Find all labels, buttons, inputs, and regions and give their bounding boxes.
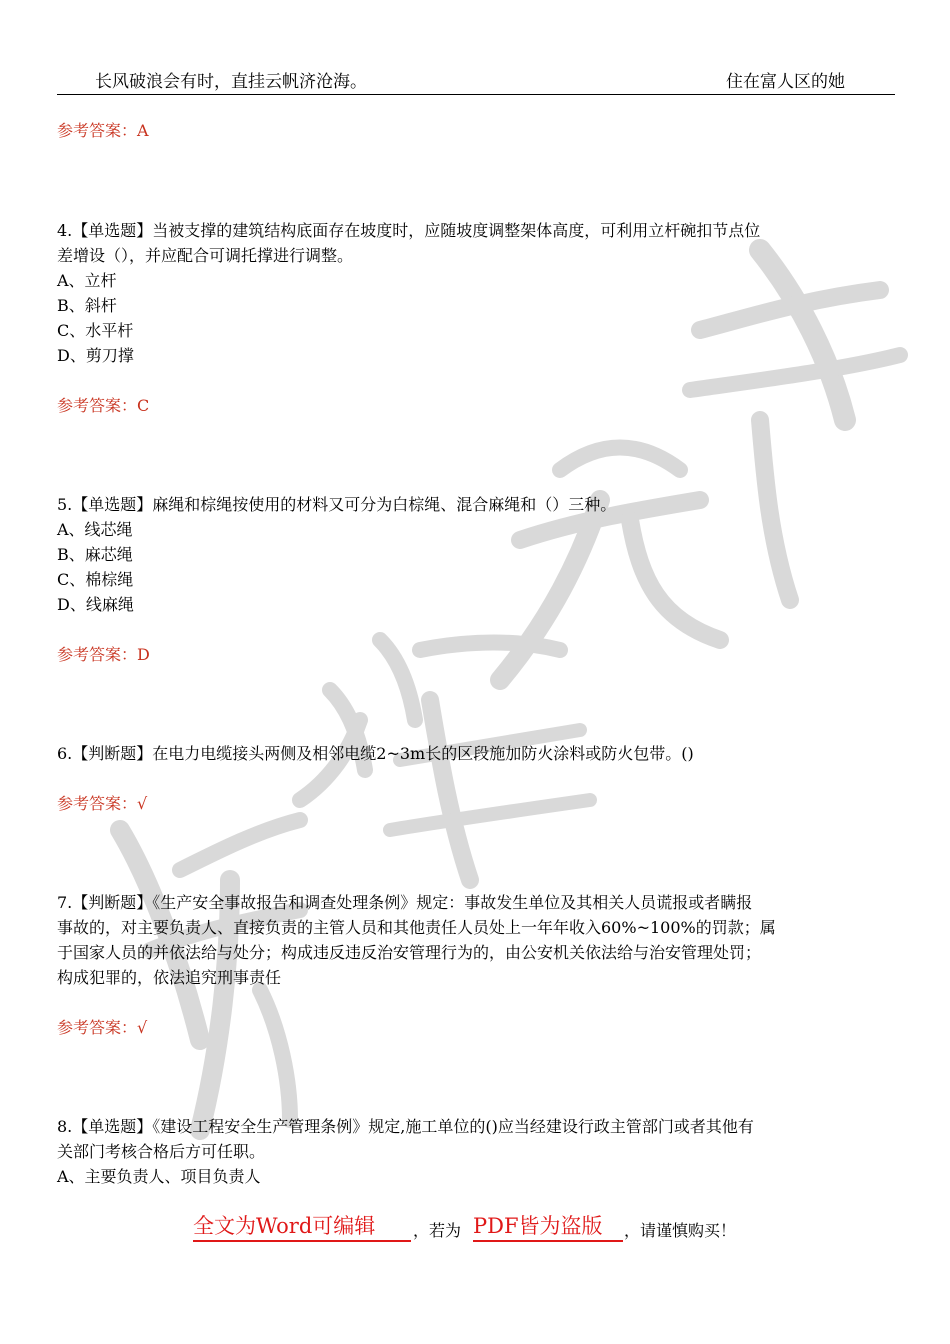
answer-q5 bbox=[57, 642, 897, 667]
question-text: 事故的，对主要负责人、直接负责的主管人员和其他责任人员处上一年年收入60%~100%的罚款；属 bbox=[57, 918, 776, 937]
answer-q3 bbox=[57, 118, 897, 143]
question-text: 构成犯罪的，依法追究刑事责任 bbox=[57, 968, 282, 987]
answer-q6 bbox=[57, 791, 897, 816]
answer-label: 参考答案：√ bbox=[57, 1018, 148, 1037]
footer-underline bbox=[473, 1240, 623, 1242]
option-b: B、斜杆 bbox=[57, 296, 117, 315]
question-6 bbox=[57, 741, 897, 766]
answer-label: 参考答案：C bbox=[57, 396, 150, 415]
option-c: C、棉棕绳 bbox=[57, 570, 134, 589]
option-a: A、主要负责人、项目负责人 bbox=[57, 1167, 261, 1186]
question-4 bbox=[57, 218, 897, 368]
header-motto: 长风破浪会有时，直挂云帆济沧海。 bbox=[95, 72, 367, 92]
footer-notice bbox=[0, 1206, 950, 1246]
answer-label: 参考答案：√ bbox=[57, 794, 148, 813]
answer-label: 参考答案：A bbox=[57, 121, 149, 140]
question-text: 8.【单选题】《建设工程安全生产管理条例》规定,施工单位的()应当经建设行政主管部门或者其他有 bbox=[57, 1117, 754, 1136]
question-text: 7.【判断题】《生产安全事故报告和调查处理条例》规定：事故发生单位及其相关人员谎报或者瞒报 bbox=[57, 893, 753, 912]
footer-pdf-notice: PDF皆为盗版 bbox=[473, 1214, 603, 1238]
question-text: 差增设（），并应配合可调托撑进行调整。 bbox=[57, 246, 354, 265]
question-text: 于国家人员的并依法给与处分；构成违反违反治安管理行为的，由公安机关依法给与治安管理处罚； bbox=[57, 943, 762, 962]
footer-warning: ，请谨慎购买！ bbox=[624, 1221, 737, 1240]
question-text: 4.【单选题】当被支撑的建筑结构底面存在坡度时，应随坡度调整架体高度，可利用立杆碗扣节点位 bbox=[57, 221, 761, 240]
option-a: A、线芯绳 bbox=[57, 520, 133, 539]
question-text: 5.【单选题】麻绳和棕绳按使用的材料又可分为白棕绳、混合麻绳和（）三种。 bbox=[57, 495, 617, 514]
page-header bbox=[57, 64, 895, 95]
question-7 bbox=[57, 890, 897, 990]
footer-underline bbox=[193, 1240, 411, 1242]
option-b: B、麻芯绳 bbox=[57, 545, 133, 564]
question-text: 关部门考核合格后方可任职。 bbox=[57, 1142, 266, 1161]
answer-q4 bbox=[57, 393, 897, 418]
question-5 bbox=[57, 492, 897, 617]
option-d: D、线麻绳 bbox=[57, 595, 134, 614]
answer-q7 bbox=[57, 1015, 897, 1040]
option-d: D、剪刀撑 bbox=[57, 346, 134, 365]
option-a: A、立杆 bbox=[57, 271, 117, 290]
answer-label: 参考答案：D bbox=[57, 645, 150, 664]
footer-connector: ，若为 bbox=[413, 1221, 462, 1240]
footer-word-notice: 全文为Word可编辑 bbox=[193, 1214, 376, 1238]
option-c: C、水平杆 bbox=[57, 321, 134, 340]
question-8 bbox=[57, 1114, 897, 1189]
header-author: 住在富人区的她 bbox=[726, 72, 845, 92]
question-text: 6.【判断题】在电力电缆接头两侧及相邻电缆2~3m长的区段施加防火涂料或防火包带。() bbox=[57, 744, 694, 763]
